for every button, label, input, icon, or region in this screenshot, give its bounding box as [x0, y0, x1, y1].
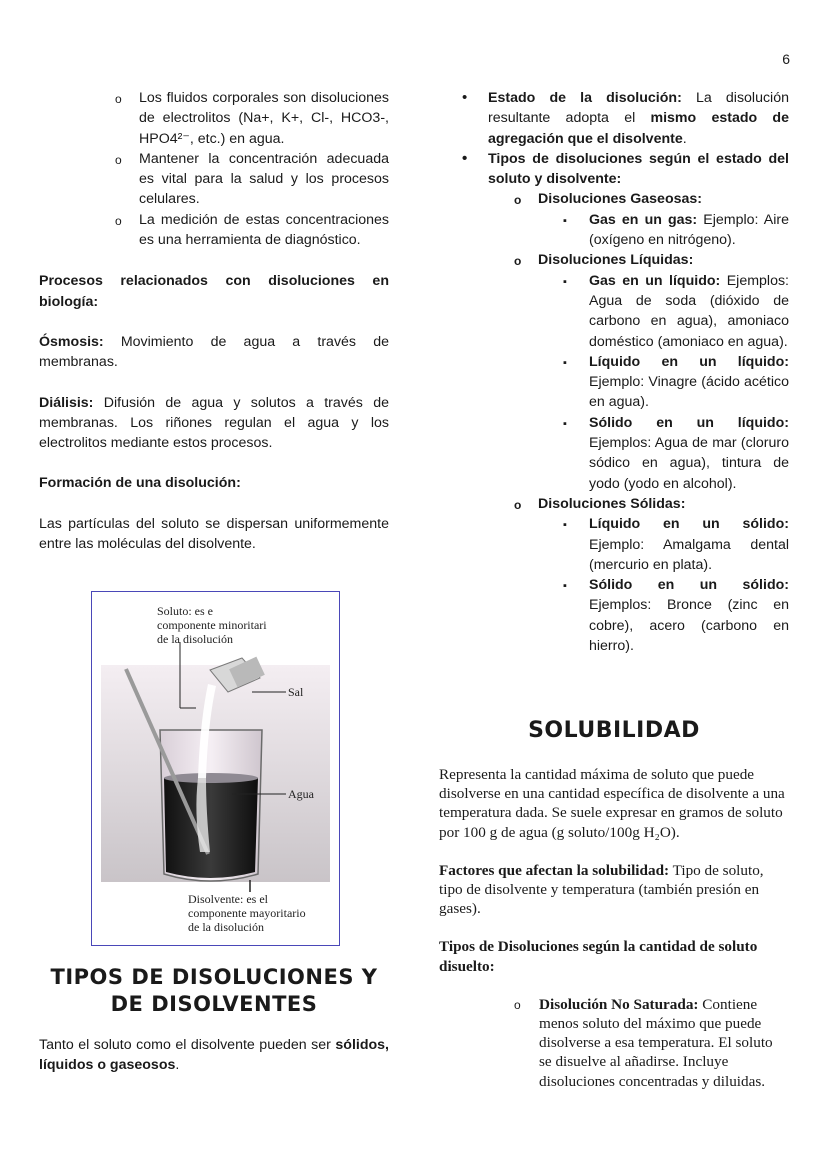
estado-text-bold: mismo estado de agregación que el disolvente [488, 110, 789, 147]
solubilidad-text: Representa la cantidad máxima de soluto que puede disolverse en una cantidad específica de disolvente a una temperatura dada. Se suele expresar en gramos de soluto por 100 g de agua (g soluto/100g H₂O). [439, 766, 785, 841]
beaker-illustration [92, 592, 339, 945]
tipos-disoluciones-heading: TIPOS DE DISOLUCIONES Y DE DISOLVENTES [50, 965, 378, 1016]
left-column [39, 88, 389, 554]
gas-liq-label: Gas en un líquido: [589, 272, 721, 289]
liq-liq-label: Líquido en un líquido: [589, 353, 789, 370]
liq-sol-label: Líquido en un sólido: [589, 516, 789, 533]
liq-sol-text: Ejemplo: Amalgama dental (mercurio en plata). [589, 536, 789, 573]
sal-label: Sal [288, 685, 304, 699]
cantidad-list [439, 995, 789, 1091]
list-item: o Mantener la concentración adecuada es vital para la salud y los procesos celulares. [39, 149, 389, 210]
osmosis-paragraph [39, 332, 389, 373]
gas-liq-text: Ejemplos: Agua de soda (dióxido de carbono en agua), amoniaco doméstico (amoniaco en agua). [589, 272, 790, 350]
dialisis-paragraph [39, 393, 389, 454]
estado-label: Estado de la disolución: [488, 90, 682, 106]
gas-gas-text: Ejemplo: Aire (oxígeno en nitrógeno). [589, 211, 790, 249]
tipos-text-a: Tanto el soluto como el disolvente pueden ser [39, 1037, 336, 1053]
tipos-text [39, 1035, 389, 1076]
soluto-label: Soluto: es e componente minoritari de la disolución [157, 604, 267, 646]
gas-liq-item [439, 271, 789, 352]
liq-liq-item [439, 352, 789, 413]
liq-sol-item [439, 514, 789, 575]
estado-text-c: . [682, 130, 687, 147]
tipos-text-bold: sólidos, líquidos o gaseosos [39, 1037, 389, 1074]
tipos-item: • Tipos de disoluciones según el estado del soluto y disolvente: [439, 149, 789, 190]
liquidas-item: o Disoluciones Líquidas: [439, 250, 789, 270]
dialisis-label: Diálisis: [39, 394, 94, 411]
estado-item [439, 88, 789, 149]
list-item: o La medición de estas concentraciones es una herramienta de diagnóstico. [39, 210, 389, 251]
disolucion-figure [91, 591, 340, 946]
estado-text-a: La disolución resultante adopta el [488, 90, 789, 127]
disolvente-label: Disolvente: es el componente mayoritario de la disolución [188, 892, 306, 934]
sol-sol-text: Ejemplos: Bronce (zinc en cobre), acero (carbono en hierro). [589, 597, 789, 655]
tipos-text-c: . [175, 1057, 180, 1074]
factores-paragraph [439, 861, 789, 919]
factores-label: Factores que afectan la solubilidad: [439, 861, 670, 879]
procesos-heading: Procesos relacionados con disoluciones en biología: [39, 273, 389, 310]
factores-text: Tipo de soluto, tipo de disolvente y temperatura (también presión en gases). [439, 861, 764, 918]
no-saturada-text: Contiene menos soluto del máximo que puede disolverse a esa temperatura. El soluto se disuelve al añadirse. Incluye disoluciones concentradas y diluidas. [539, 995, 773, 1090]
osmosis-text: Movimiento de agua a través de membranas. [39, 333, 389, 371]
sol-sol-item [439, 575, 789, 656]
agua-label: Agua [288, 787, 314, 801]
formacion-heading: Formación de una disolución: [39, 475, 241, 492]
right-column [439, 88, 789, 656]
solubilidad-heading: SOLUBILIDAD [528, 718, 700, 743]
gas-gas-label: Gas en un gas: [589, 211, 698, 228]
formacion-text: Las partículas del soluto se dispersan uniformemente entre las moléculas del disolvente. [39, 515, 389, 553]
sol-liq-label: Sólido en un líquido: [589, 414, 789, 431]
liq-liq-text: Ejemplo: Vinagre (ácido acético en agua). [589, 374, 789, 411]
gas-gas-item [439, 210, 789, 251]
osmosis-label: Ósmosis: [39, 333, 104, 350]
electrolitos-list [39, 88, 389, 250]
list-item: o Los fluidos corporales son disoluciones de electrolitos (Na+, K+, Cl-, HCO3-, HPO4²⁻, etc.) en agua. [39, 88, 389, 149]
gaseosas-item: o Disoluciones Gaseosas: [439, 189, 789, 209]
no-saturada-item [439, 995, 789, 1091]
sol-liq-item [439, 413, 789, 494]
page-number: 6 [782, 51, 790, 67]
disoluciones-list [439, 88, 789, 656]
solubilidad-section [439, 765, 789, 1091]
sol-liq-text: Ejemplos: Agua de mar (cloruro sódico en agua), tintura de yodo (yodo en alcohol). [589, 435, 789, 492]
dialisis-text: Difusión de agua y solutos a través de membranas. Los riñones regulan el agua y los electrolitos mediante estos procesos. [39, 394, 389, 452]
tipos-cantidad-heading: Tipos de Disoluciones según la cantidad de soluto disuelto: [439, 938, 758, 975]
solidas-item: o Disoluciones Sólidas: [439, 494, 789, 514]
sol-sol-label: Sólido en un sólido: [589, 577, 789, 594]
no-saturada-label: Disolución No Saturada: [539, 995, 699, 1013]
